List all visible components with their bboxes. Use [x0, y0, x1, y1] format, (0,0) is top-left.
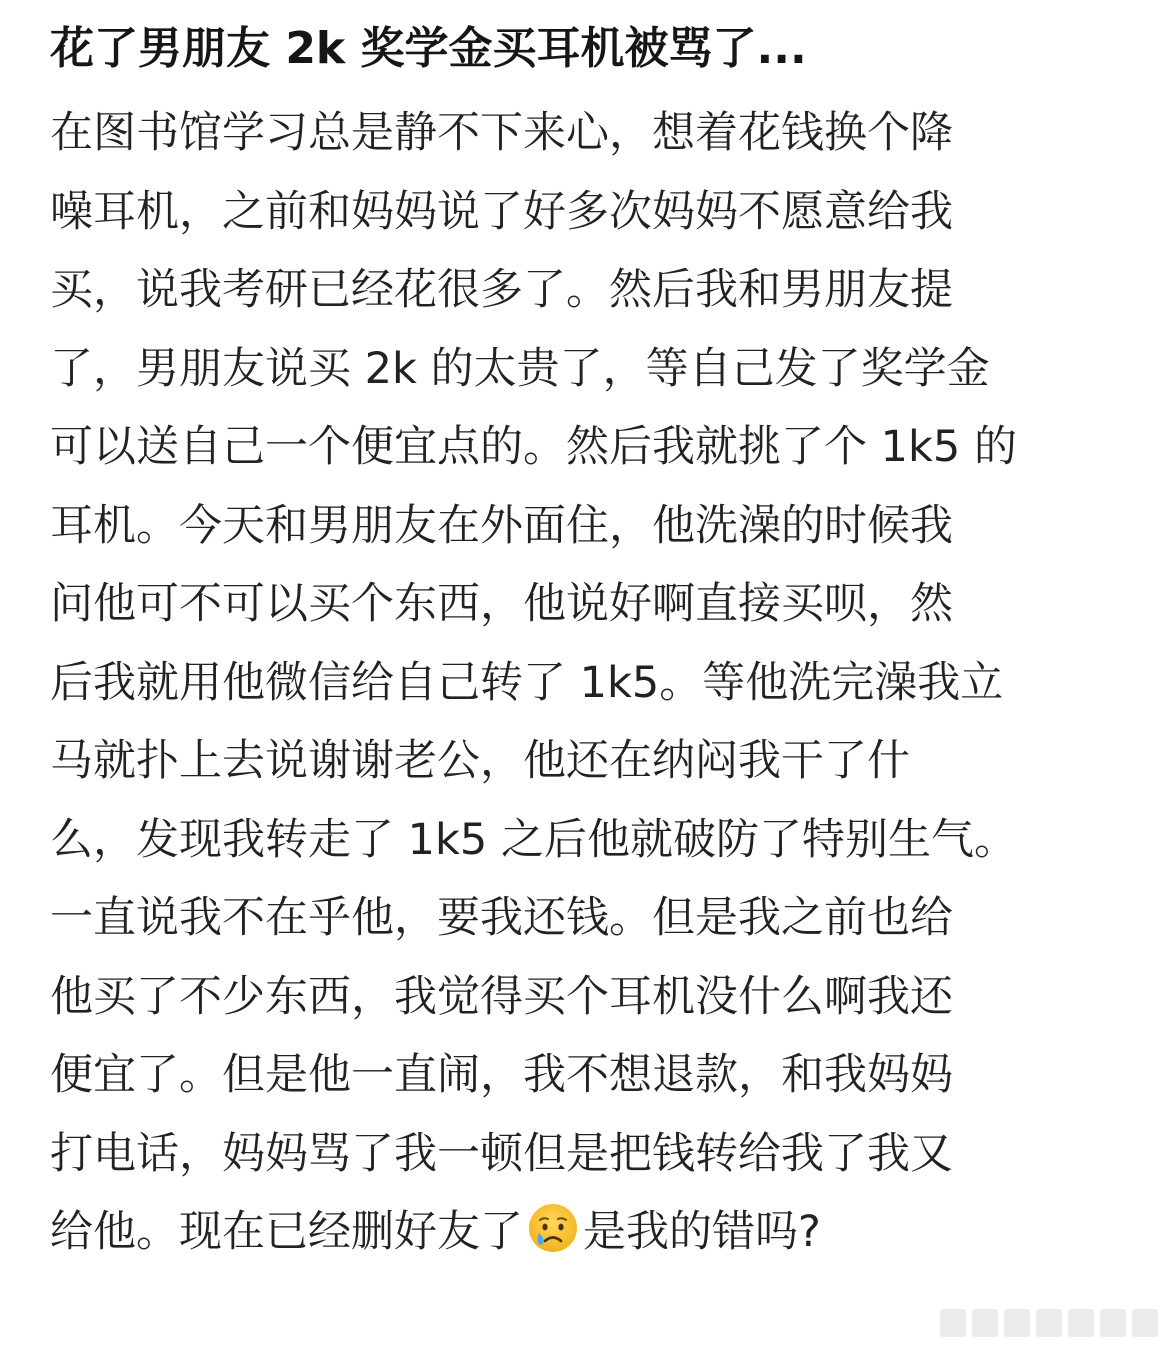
watermark-glyph	[940, 1309, 966, 1337]
body-line: 噪耳机，之前和妈妈说了好多次妈妈不愿意给我	[50, 186, 953, 237]
crying-face-icon	[527, 1202, 579, 1254]
body-line: 了，男朋友说买 2k 的太贵了，等自己发了奖学金	[50, 343, 990, 394]
body-line: 一直说我不在乎他，要我还钱。但是我之前也给	[50, 893, 953, 943]
body-line: 买，说我考研已经花很多了。然后我和男朋友提	[50, 265, 953, 315]
body-line: 耳机。今天和男朋友在外面住，他洗澡的时候我	[50, 500, 953, 551]
watermark-glyph	[1036, 1309, 1062, 1337]
post-body	[50, 94, 1120, 1272]
body-line-last	[50, 1193, 1120, 1272]
watermark	[926, 1301, 1158, 1345]
body-line: 么，发现我转走了 1k5 之后他就破防了特别生气。	[50, 814, 1017, 865]
body-line: 他买了不少东西，我觉得买个耳机没什么啊我还	[50, 971, 953, 1022]
body-line: 马就扑上去说谢谢老公，他还在纳闷我干了什	[50, 736, 910, 786]
watermark-glyph	[1132, 1309, 1158, 1337]
body-line: 后我就用他微信给自己转了 1k5。等他洗完澡我立	[50, 657, 1004, 708]
body-line: 可以送自己一个便宜点的。然后我就挑了个 1k5 的	[50, 422, 1017, 472]
watermark-glyph	[1100, 1309, 1126, 1337]
body-line: 在图书馆学习总是静不下来心，想着花钱换个降	[50, 108, 953, 158]
body-line: 打电话，妈妈骂了我一顿但是把钱转给我了我又	[50, 1128, 953, 1179]
body-line: 便宜了。但是他一直闹，我不想退款，和我妈妈	[50, 1050, 953, 1100]
body-text-before-emoji: 给他。现在已经删好友了	[50, 1207, 523, 1257]
watermark-glyph	[1004, 1309, 1030, 1337]
body-text-after-emoji: 是我的错吗?	[583, 1207, 821, 1257]
watermark-glyph	[1068, 1309, 1094, 1337]
post-title: 花了男朋友 2k 奖学金买耳机被骂了...	[50, 23, 807, 74]
post	[50, 18, 1120, 1272]
watermark-glyph	[972, 1309, 998, 1337]
body-line: 问他可不可以买个东西，他说好啊直接买呗，然	[50, 579, 953, 629]
